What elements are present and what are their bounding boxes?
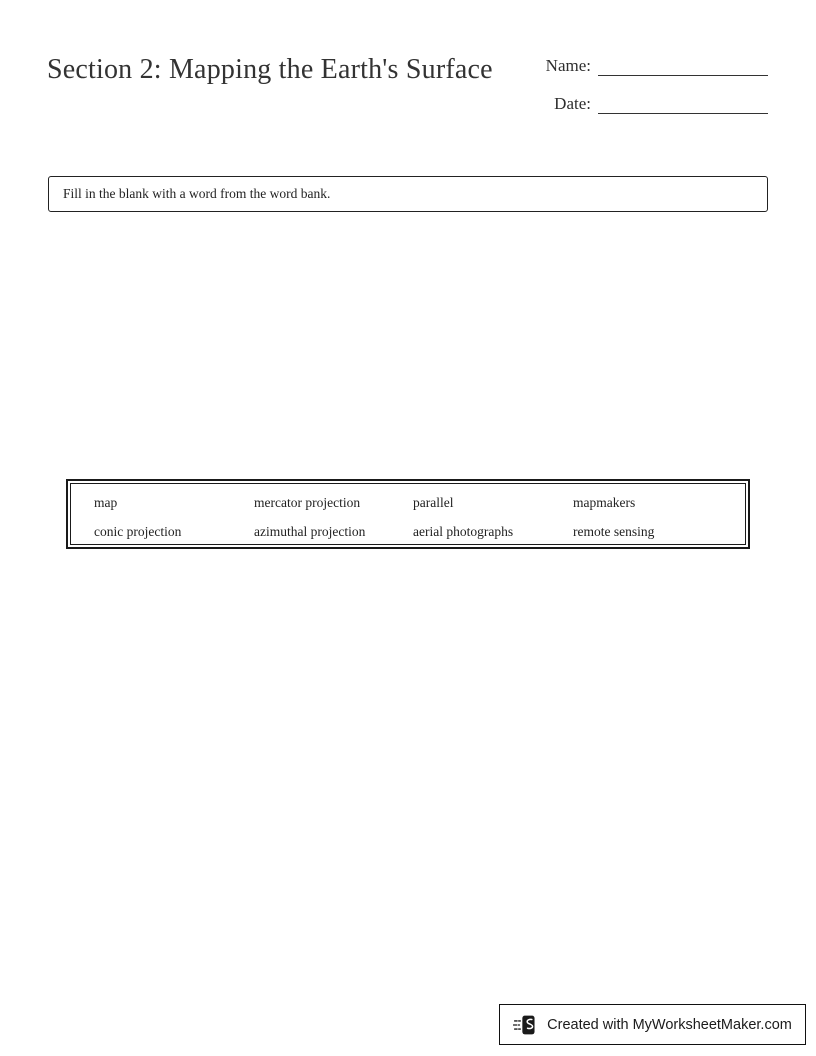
word-bank-row bbox=[94, 521, 745, 542]
instruction-box bbox=[48, 176, 768, 212]
word-bank-item: mercator projection bbox=[254, 495, 361, 510]
word-bank-row bbox=[94, 492, 745, 513]
word-bank-item: parallel bbox=[413, 495, 454, 510]
word-bank-item: aerial photographs bbox=[413, 524, 514, 539]
word-bank-item: azimuthal projection bbox=[254, 524, 366, 539]
date-row bbox=[539, 90, 768, 114]
word-bank bbox=[66, 479, 750, 549]
footer-credit-text: Created with MyWorksheetMaker.com bbox=[547, 1016, 792, 1033]
name-date-block bbox=[539, 52, 768, 128]
page-title: Section 2: Mapping the Earth's Surface bbox=[47, 54, 493, 85]
name-blank-line bbox=[598, 54, 768, 76]
word-bank-item: mapmakers bbox=[573, 495, 636, 510]
word-bank-item: remote sensing bbox=[573, 524, 655, 539]
footer-credit-box bbox=[499, 1004, 806, 1045]
name-row bbox=[539, 52, 768, 76]
instruction-text: Fill in the blank with a word from the word bank. bbox=[63, 186, 331, 201]
worksheet-maker-logo-icon bbox=[513, 1012, 539, 1038]
date-blank-line bbox=[598, 92, 768, 114]
name-label: Name: bbox=[545, 56, 591, 75]
word-bank-inner bbox=[70, 483, 746, 545]
date-label: Date: bbox=[554, 94, 591, 113]
word-bank-item: map bbox=[94, 495, 118, 510]
word-bank-item: conic projection bbox=[94, 524, 182, 539]
